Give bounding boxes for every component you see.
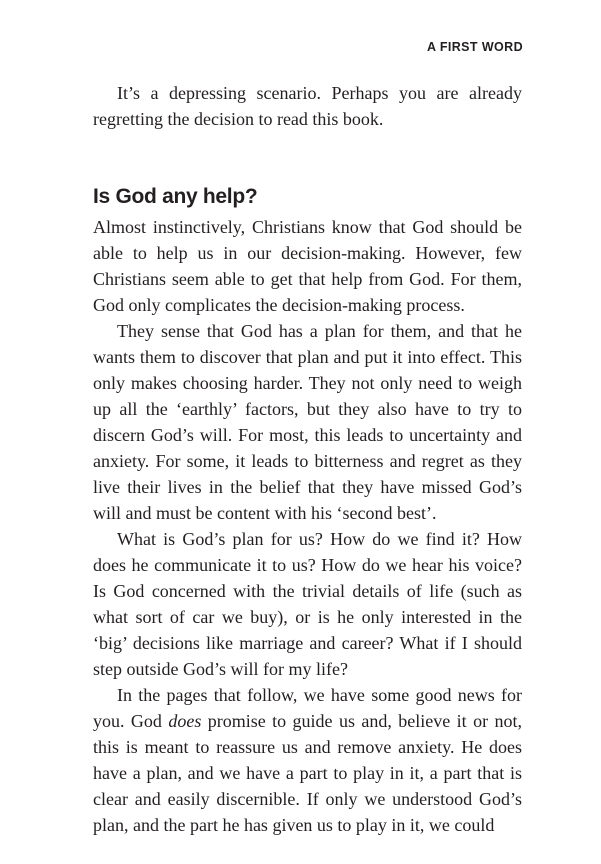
emphasis-does: does [168,711,202,731]
body-paragraph-4-text-start: In the pages that follow, we have some good news for you. God [93,685,522,731]
body-paragraph-1: Almost instinctively, Christians know that God should be able to help us in our decision-making. However, few Christians seem able to get that help from God. For them, God only complicates the decision-making process. [93,217,522,315]
opening-section [93,80,522,132]
body-paragraph-4-text-end: promise to guide us and, believe it or not, this is meant to reassure us and remove anxiety. He does have a plan, and we have a part to play in it, a part that is clear and easily discernible. If only we understood God’s plan, and the part he has given us to play in it, we could [93,711,522,835]
body-paragraph-4 [93,682,522,838]
section-heading: Is God any help? [93,185,258,208]
running-head: A FIRST WORD [427,40,523,54]
body-paragraph-3: What is God’s plan for us? How do we find it? How does he communicate it to us? How do we hear his voice? Is God concerned with the trivial details of life (such as what sort of car we buy), or is he only interested in the ‘big’ decisions like marriage and career? What if I should step outside God’s will for my life? [93,529,522,679]
section-body [93,214,522,838]
body-paragraph-2: They sense that God has a plan for them, and that he wants them to discover that plan and put it into effect. This only makes choosing harder. They not only need to weigh up all the ‘earthly’ factors, but they also have to try to discern God’s will. For most, this leads to uncertainty and anxiety. For some, it leads to bitterness and regret as they live their lives in the belief that they have missed God’s will and must be content with his ‘second best’. [93,321,522,523]
opening-paragraph: It’s a depressing scenario. Perhaps you are already regretting the decision to read this book. [93,83,522,129]
